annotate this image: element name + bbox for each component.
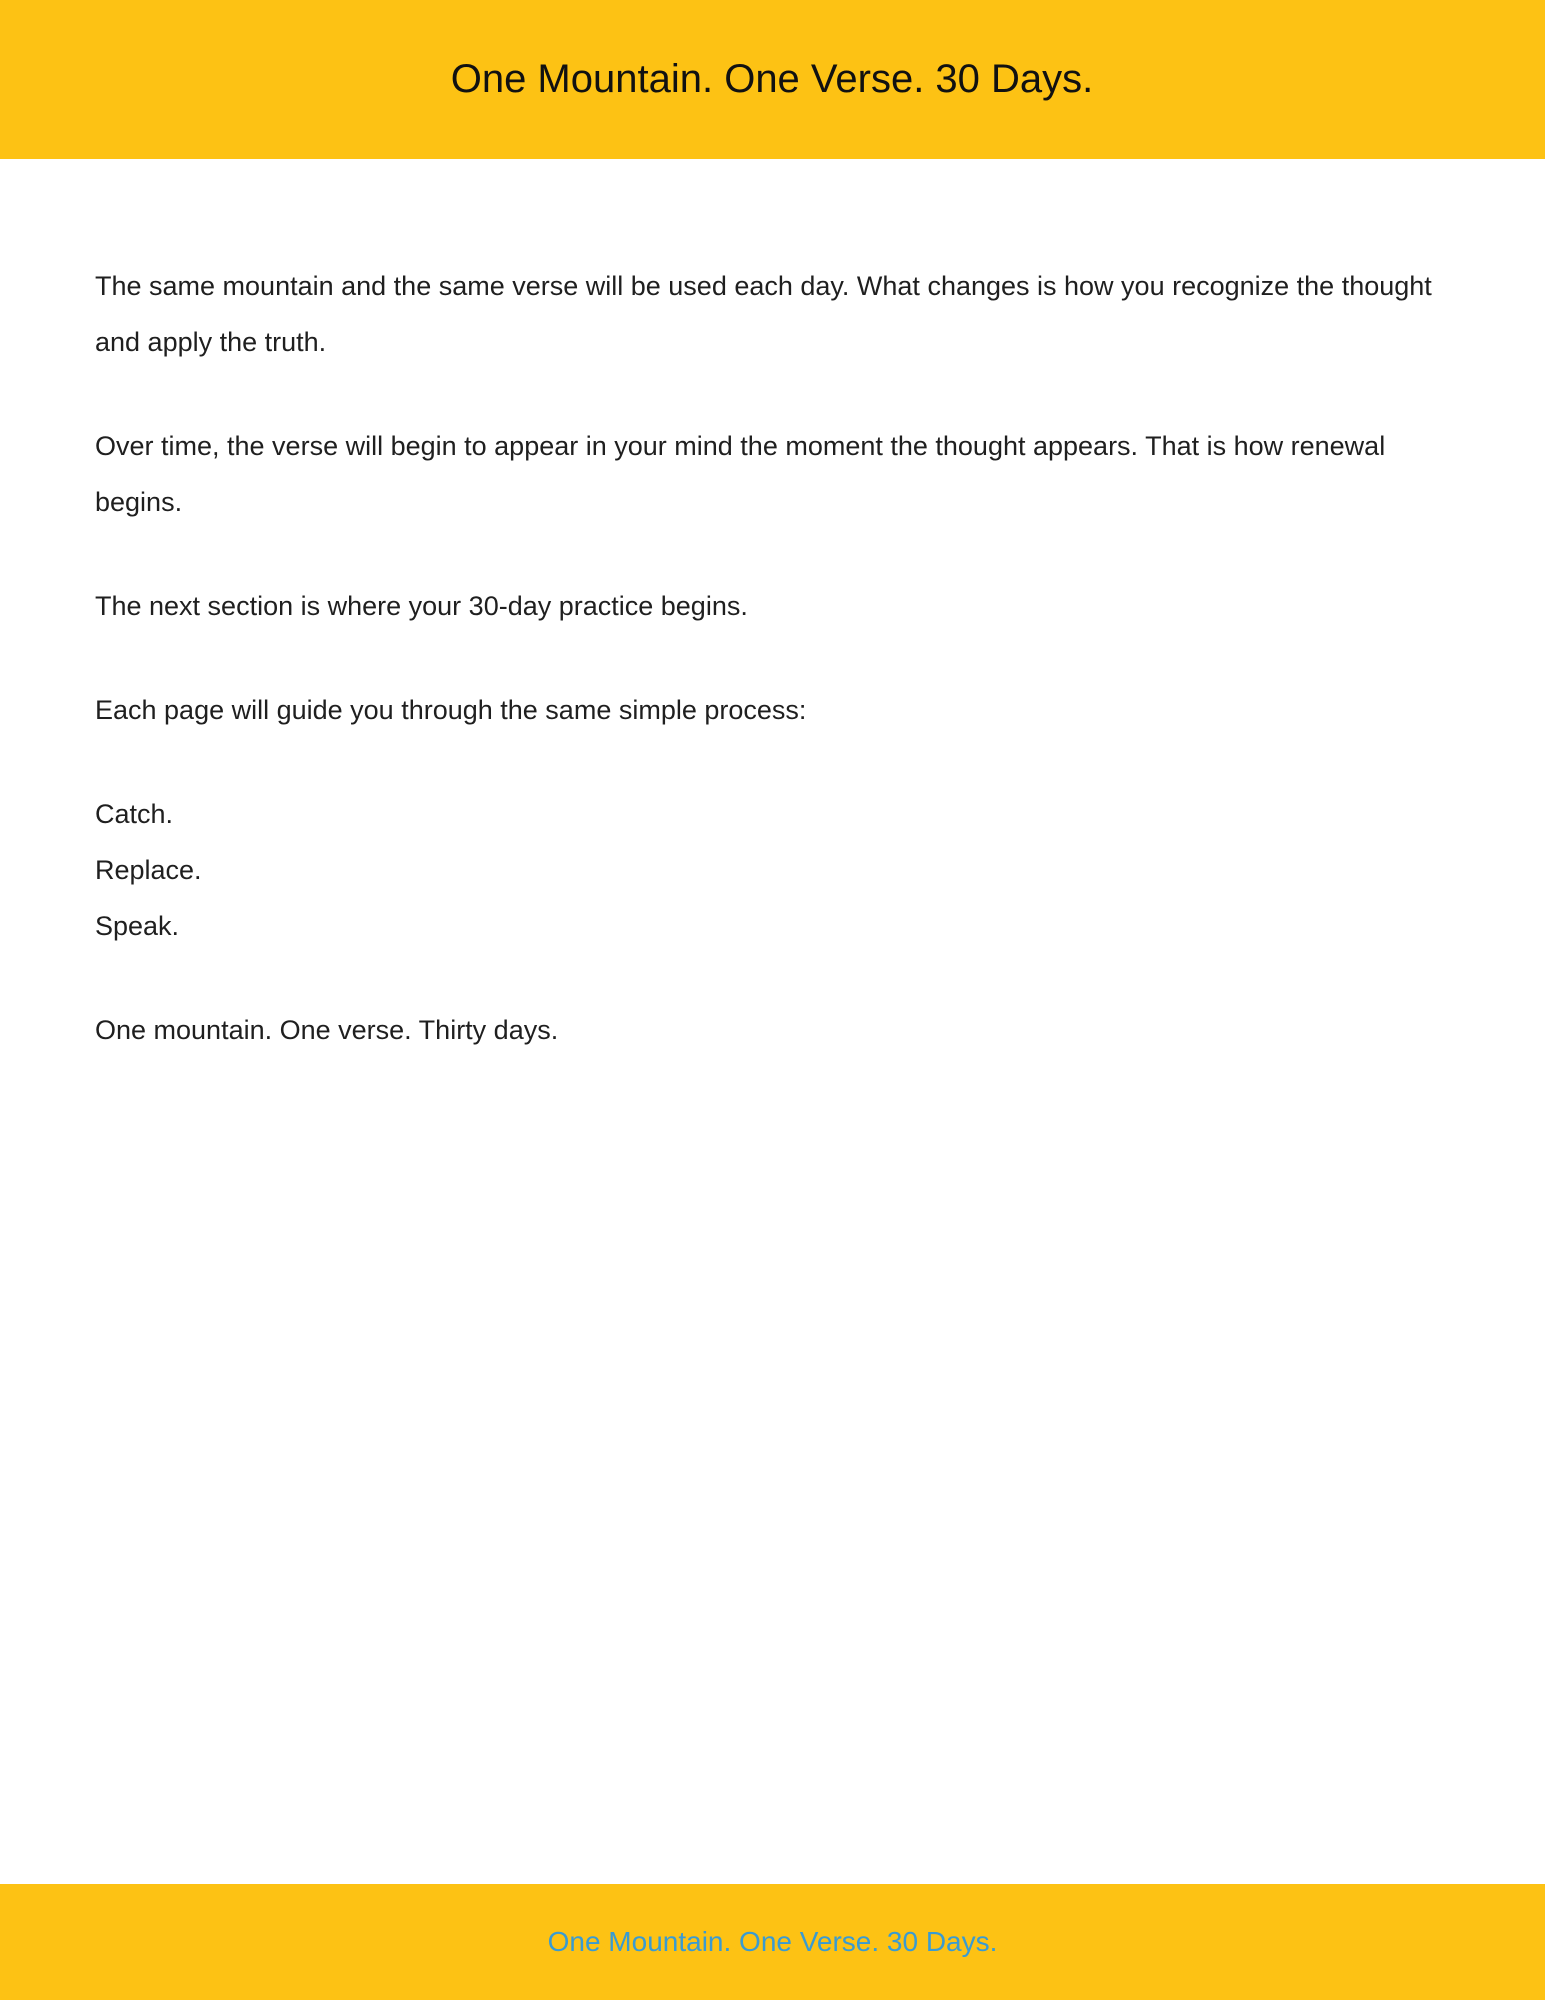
paragraph-intro: The same mountain and the same verse will be used each day. What changes is how you recognize the thought and apply the truth. <box>95 271 1432 357</box>
step-speak: Speak. <box>95 911 180 941</box>
step-catch: Catch. <box>95 799 174 829</box>
paragraph-next-section: The next section is where your 30-day practice begins. <box>95 591 748 621</box>
paragraph-renewal: Over time, the verse will begin to appear in your mind the moment the thought appears. That is how renewal begins. <box>95 431 1386 517</box>
closing-line: One mountain. One verse. Thirty days. <box>95 1015 559 1045</box>
step-replace: Replace. <box>95 855 202 885</box>
footer-text: One Mountain. One Verse. 30 Days. <box>547 1926 998 1957</box>
paragraph-process: Each page will guide you through the same simple process: <box>95 695 807 725</box>
footer-banner <box>0 1884 1545 2000</box>
main-content <box>95 258 1455 1106</box>
page-title: One Mountain. One Verse. 30 Days. <box>450 57 1094 101</box>
process-steps <box>95 786 1455 954</box>
header-banner <box>0 0 1545 159</box>
